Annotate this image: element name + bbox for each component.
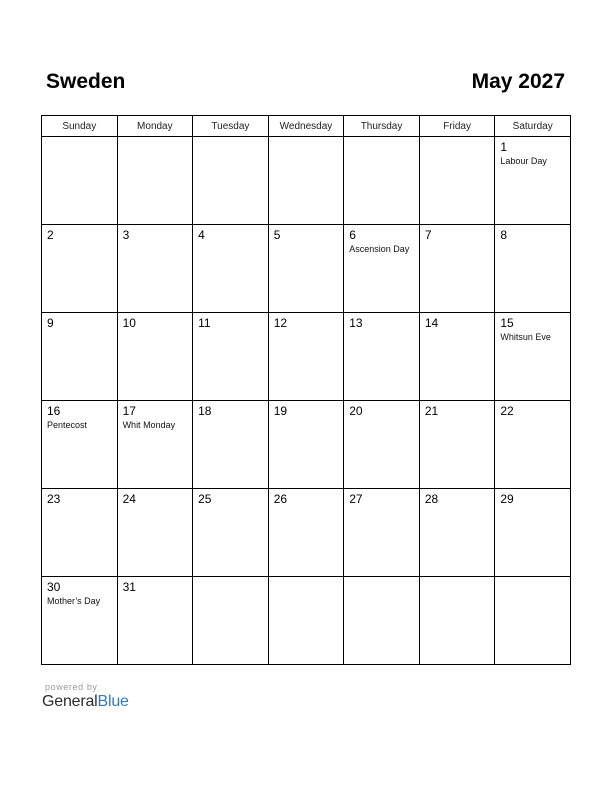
day-cell [193, 489, 269, 577]
day-cell [268, 313, 344, 401]
holiday-label: Labour Day [500, 156, 547, 166]
weekday-wednesday: Wednesday [268, 116, 344, 137]
day-cell [419, 225, 495, 313]
day-number: 15 [500, 316, 514, 330]
day-cell [419, 577, 495, 665]
day-cell [117, 489, 193, 577]
brand-part-blue: Blue [97, 693, 129, 710]
country-title: Sweden [46, 70, 126, 93]
day-cell [42, 313, 118, 401]
holiday-label: Mother’s Day [47, 596, 101, 606]
day-cell [42, 225, 118, 313]
weekday-header-row [42, 116, 571, 137]
day-cell [419, 489, 495, 577]
day-number: 13 [349, 316, 363, 330]
calendar-body [42, 137, 571, 665]
day-cell [193, 401, 269, 489]
weekday-sunday: Sunday [42, 116, 118, 137]
day-number: 14 [424, 316, 439, 330]
day-number: 6 [349, 228, 356, 242]
day-number: 3 [122, 228, 130, 242]
day-cell [419, 137, 495, 225]
day-cell [193, 137, 269, 225]
day-number: 17 [122, 404, 136, 418]
day-cell [117, 577, 193, 665]
day-number: 8 [500, 228, 508, 242]
day-cell [193, 577, 269, 665]
weekday-thursday: Thursday [344, 116, 420, 137]
weekday-friday: Friday [419, 116, 495, 137]
day-number: 26 [273, 492, 288, 506]
day-number: 25 [198, 492, 212, 506]
weekday-monday: Monday [117, 116, 193, 137]
day-cell [117, 137, 193, 225]
week-row [42, 137, 571, 225]
holiday-label: Pentecost [47, 420, 88, 430]
day-number: 27 [349, 492, 363, 506]
day-number: 1 [500, 140, 508, 154]
day-cell [419, 313, 495, 401]
day-number: 21 [424, 404, 439, 418]
day-cell [117, 401, 193, 489]
day-number: 19 [273, 404, 288, 418]
day-cell [344, 401, 420, 489]
day-number: 28 [424, 492, 439, 506]
day-cell [42, 489, 118, 577]
week-row [42, 577, 571, 665]
day-number: 4 [198, 228, 205, 242]
day-cell [268, 577, 344, 665]
day-cell [344, 225, 420, 313]
day-number: 12 [273, 316, 288, 330]
week-row [42, 401, 571, 489]
day-number: 2 [47, 228, 54, 242]
day-cell [117, 225, 193, 313]
day-cell [268, 489, 344, 577]
day-number: 30 [47, 580, 61, 594]
week-row [42, 225, 571, 313]
holiday-label: Ascension Day [349, 244, 410, 254]
day-number: 16 [47, 404, 61, 418]
day-cell [117, 313, 193, 401]
holiday-label: Whit Monday [122, 420, 176, 430]
day-number: 24 [122, 492, 136, 506]
powered-by-text: powered by [45, 682, 98, 692]
day-number: 29 [500, 492, 514, 506]
day-cell [268, 225, 344, 313]
month-title: May 2027 [471, 70, 565, 93]
day-cell [344, 313, 420, 401]
day-number: 7 [424, 228, 432, 242]
day-number: 5 [273, 228, 281, 242]
day-number: 31 [122, 580, 136, 594]
day-number: 10 [122, 316, 136, 330]
day-cell [344, 577, 420, 665]
day-cell [419, 401, 495, 489]
day-number: 20 [349, 404, 363, 418]
weekday-tuesday: Tuesday [193, 116, 269, 137]
weekday-saturday: Saturday [495, 116, 571, 137]
day-cell [193, 313, 269, 401]
day-number: 22 [500, 404, 514, 418]
day-cell [495, 489, 571, 577]
day-number: 11 [198, 316, 211, 330]
holiday-label: Whitsun Eve [500, 332, 551, 342]
week-row [42, 313, 571, 401]
day-cell [344, 137, 420, 225]
day-cell [495, 313, 571, 401]
day-cell [495, 577, 571, 665]
day-cell [268, 137, 344, 225]
day-number: 23 [47, 492, 61, 506]
day-cell [193, 225, 269, 313]
day-cell [42, 137, 118, 225]
day-cell [42, 577, 118, 665]
day-cell [495, 137, 571, 225]
day-cell [344, 489, 420, 577]
day-cell [42, 401, 118, 489]
day-cell [268, 401, 344, 489]
week-row [42, 489, 571, 577]
day-number: 18 [198, 404, 212, 418]
brand-part-general: General [42, 693, 98, 710]
day-number: 9 [47, 316, 54, 330]
day-cell [495, 401, 571, 489]
day-cell [495, 225, 571, 313]
calendar-grid [41, 115, 571, 665]
generalblue-logo [42, 693, 129, 711]
